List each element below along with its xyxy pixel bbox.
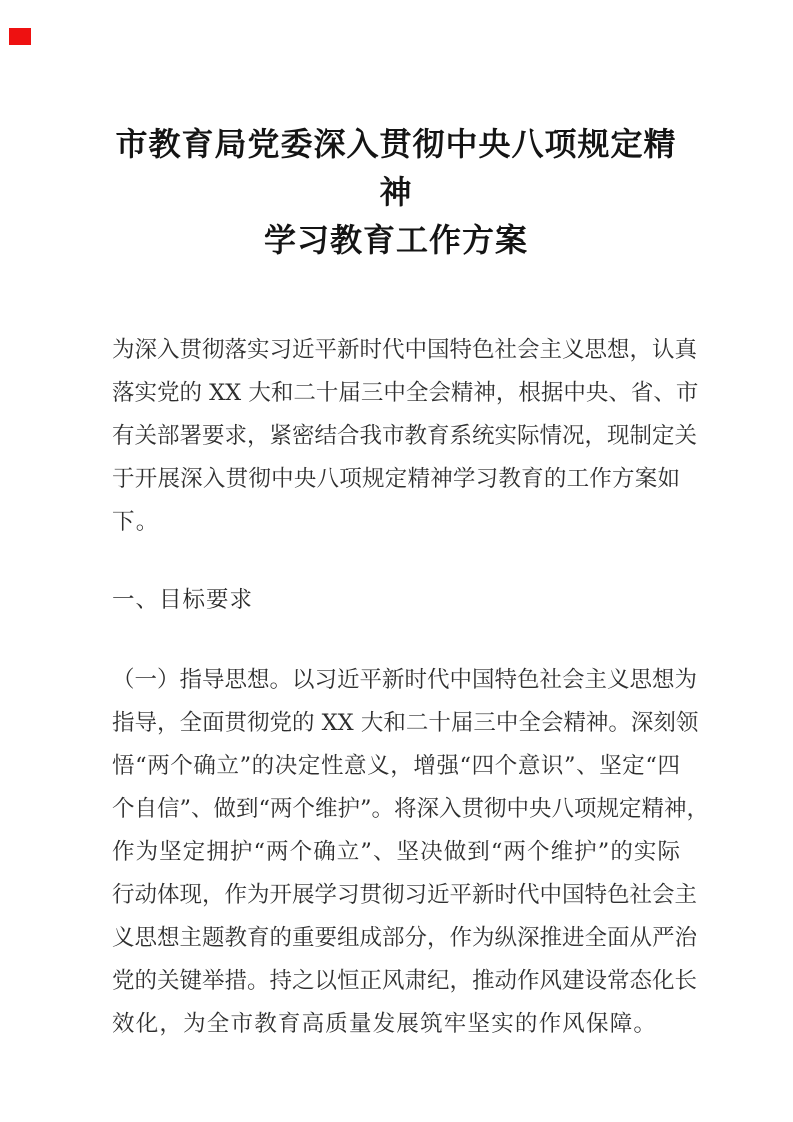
text-line: （一）指导思想。以习近平新时代中国特色社会主义思想为 — [112, 667, 698, 693]
guiding-ideology-paragraph — [112, 659, 710, 1046]
text-line: 党的关键举措。持之以恒正风肃纪，推动作风建设常态化长 — [112, 968, 698, 994]
text-line: 效化，为全市教育高质量发展筑牢坚实的作风保障。 — [112, 1011, 658, 1037]
red-corner-mark — [9, 28, 31, 45]
text-line: 为深入贯彻落实习近平新时代中国特色社会主义思想，认真 — [112, 337, 698, 363]
text-line: 个自信”、做到“两个维护”。将深入贯彻中央八项规定精神， — [112, 796, 710, 822]
title-line-2: 学习教育工作方案 — [263, 221, 528, 259]
text-line: 有关部署要求，紧密结合我市教育系统实际情况，现制定关 — [112, 423, 698, 449]
text-line: 悟“两个确立”的决定性意义，增强“四个意识”、坚定“四 — [112, 753, 680, 779]
text-line: 义思想主题教育的重要组成部分，作为纵深推进全面从严治 — [112, 925, 698, 951]
doc-title — [112, 120, 680, 264]
text-line: 下。 — [112, 509, 160, 535]
text-line: 行动体现，作为开展学习贯彻习近平新时代中国特色社会主 — [112, 882, 698, 908]
text-line: 落实党的 XX 大和二十届三中全会精神，根据中央、省、市 — [112, 380, 699, 406]
text-line: 指导，全面贯彻党的 XX 大和二十届三中全会精神。深刻领 — [112, 710, 699, 736]
section-heading-goals: 一、目标要求 — [112, 587, 254, 613]
text-line: 于开展深入贯彻中央八项规定精神学习教育的工作方案如 — [112, 466, 680, 492]
intro-paragraph — [112, 329, 699, 544]
document-body — [112, 0, 710, 1046]
text-line: 作为坚定拥护“两个确立”、坚决做到“两个维护”的实际 — [112, 839, 680, 865]
title-line-1: 市教育局党委深入贯彻中央八项规定精神 — [115, 125, 677, 211]
